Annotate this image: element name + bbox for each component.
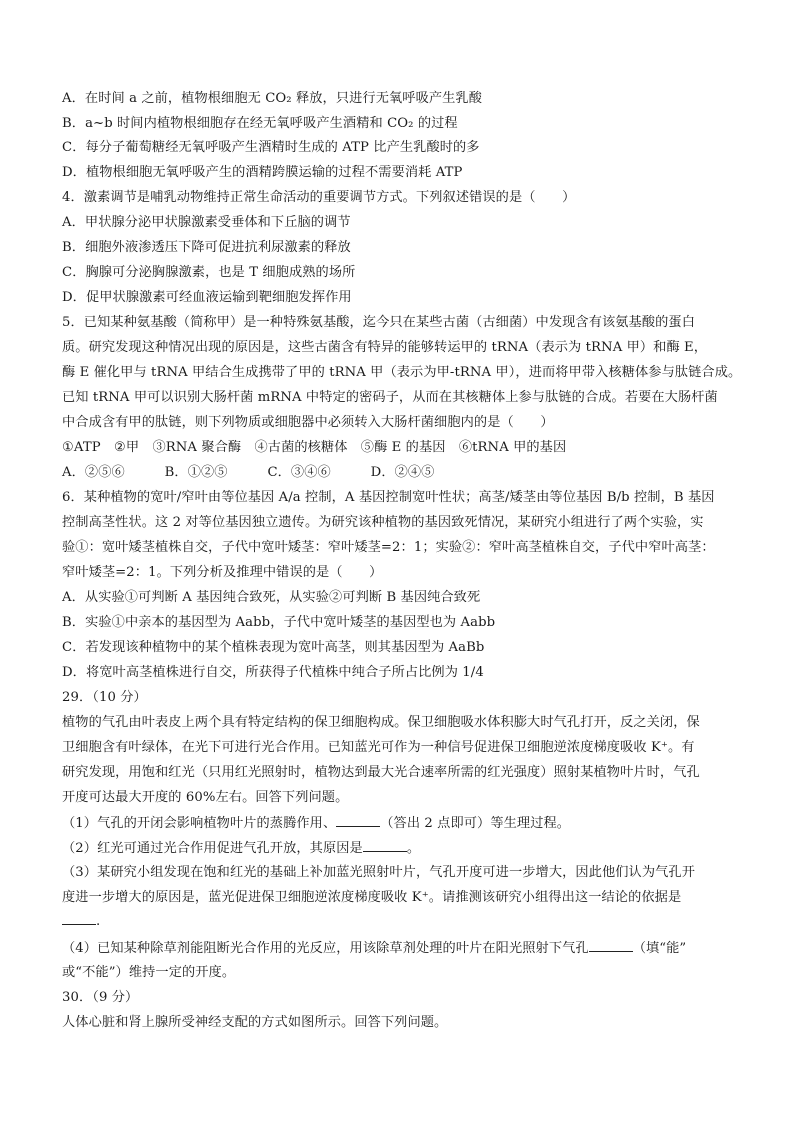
answer-blank[interactable]	[336, 812, 380, 827]
question-5-line-2: 质。研究发现这种情况出现的原因是，这些古菌含有特异的能够转运甲的 tRNA（表示为 tRNA 甲）和酶 E，	[62, 340, 708, 355]
answer-blank[interactable]	[363, 837, 407, 852]
question-5-line-3: 酶 E 催化甲与 tRNA 甲结合生成携带了甲的 tRNA 甲（表示为甲-tRNA 甲），进而将甲带入核糖体参与肽链合成。	[62, 365, 742, 380]
question-29-sub-3-line-1: （3）某研究小组发现在饱和红光的基础上补加蓝光照射叶片，气孔开度可进一步增大，因此他们认为气孔开	[62, 865, 695, 880]
option-6b: B．实验①中亲本的基因型为 Aabb，子代中宽叶矮茎的基因型也为 Aabb	[62, 615, 496, 630]
question-29-title: 29．（10 分）	[62, 690, 147, 705]
answer-blank[interactable]	[589, 937, 633, 952]
option-6c: C．若发现该种植物中的某个植株表现为宽叶高茎，则其基因型为 AaBb	[62, 640, 485, 655]
option-4a: A．甲状腺分泌甲状腺激素受垂体和下丘脑的调节	[62, 215, 351, 230]
question-29-line-2: 卫细胞含有叶绿体，在光下可进行光合作用。已知蓝光可作为一种信号促进保卫细胞逆浓度梯度吸收 K⁺。有	[62, 740, 695, 755]
question-5-items: ①ATP ②甲 ③RNA 聚合酶 ④古菌的核糖体 ⑤酶 E 的基因 ⑥tRNA 甲的基因	[62, 440, 567, 455]
question-29-sub-3-line-3: .	[62, 910, 742, 933]
option-4c: C．胸腺可分泌胸腺激素，也是 T 细胞成熟的场所	[62, 265, 356, 280]
question-5-line-1: 5．已知某种氨基酸（简称甲）是一种特殊氨基酸，迄今只在某些古菌（古细菌）中发现含有该氨基酸的蛋白	[62, 315, 695, 330]
option-3c: C．每分子葡萄糖经无氧呼吸产生酒精时生成的 ATP 比产生乳酸时的多	[62, 140, 480, 155]
option-3d: D．植物根细胞无氧呼吸产生的酒精跨膜运输的过程不需要消耗 ATP	[62, 165, 463, 180]
question-5-line-5: 中合成含有甲的肽链，则下列物质或细胞器中必须转入大肠杆菌细胞内的是（ ）	[62, 415, 554, 430]
question-29-line-1: 植物的气孔由叶表皮上两个具有特定结构的保卫细胞构成。保卫细胞吸水体积膨大时气孔打开，反之关闭，保	[62, 715, 700, 730]
question-6-line-2: 控制高茎性状。这 2 对等位基因独立遗传。为研究该种植物的基因致死情况，某研究小组进行了两个实验，实	[62, 515, 704, 530]
question-5-options: A．②⑤⑥ B．①②⑤ C．③④⑥ D．②④⑤	[62, 465, 435, 480]
option-6d: D．将宽叶高茎植株进行自交，所获得子代植株中纯合子所占比例为 1/4	[62, 665, 484, 680]
question-30-text: 人体心脏和肾上腺所受神经支配的方式如图所示。回答下列问题。	[62, 1015, 448, 1030]
option-4d: D．促甲状腺激素可经血液运输到靶细胞发挥作用	[62, 290, 352, 305]
option-6a: A．从实验①可判断 A 基因纯合致死，从实验②可判断 B 基因纯合致死	[62, 590, 481, 605]
question-5-line-4: 已知 tRNA 甲可以识别大肠杆菌 mRNA 中特定的密码子，从而在其核糖体上参与肽链的合成。若要在大肠杆菌	[62, 390, 718, 405]
option-3b: B．a~b 时间内植物根细胞存在经无氧呼吸产生酒精和 CO₂ 的过程	[62, 116, 458, 131]
question-6-line-3: 验①：宽叶矮茎植株自交，子代中宽叶矮茎：窄叶矮茎=2：1；实验②：窄叶高茎植株自交，子代中窄叶高茎：	[62, 540, 715, 555]
question-29-sub-1: （1）气孔的开闭会影响植物叶片的蒸腾作用、 （答出 2 点即可）等生理过程。	[62, 812, 742, 835]
question-29-sub-4-line-1: （4）已知某种除草剂能阻断光合作用的光反应，用该除草剂处理的叶片在阳光照射下气孔 （填“能”	[62, 937, 742, 960]
question-29-line-3: 研究发现，用饱和红光（只用红光照射时，植物达到最大光合速率所需的红光强度）照射某植物叶片时，气孔	[62, 765, 700, 780]
question-30-title: 30．（9 分）	[62, 990, 139, 1005]
answer-blank[interactable]	[62, 910, 96, 925]
question-29-line-4: 开度可达最大开度的 60%左右。回答下列问题。	[62, 790, 349, 805]
question-29-sub-2: （2）红光可通过光合作用促进气孔开放，其原因是 。	[62, 837, 742, 860]
question-29-sub-3-line-2: 度进一步增大的原因是，蓝光促进保卫细胞逆浓度梯度吸收 K⁺。请推测该研究小组得出这一结论的依据是	[62, 890, 682, 905]
question-4-stem: 4．激素调节是哺乳动物维持正常生命活动的重要调节方式。下列叙述错误的是（ ）	[62, 190, 576, 205]
option-4b: B．细胞外液渗透压下降可促进抗利尿激素的释放	[62, 240, 351, 255]
question-6-line-4: 窄叶矮茎=2：1。下列分析及推理中错误的是（ ）	[62, 565, 383, 580]
option-3a: A．在时间 a 之前，植物根细胞无 CO₂ 释放，只进行无氧呼吸产生乳酸	[62, 91, 483, 106]
question-29-sub-4-line-2: 或“不能”）维持一定的开度。	[62, 965, 236, 980]
question-6-line-1: 6．某种植物的宽叶/窄叶由等位基因 A/a 控制，A 基因控制宽叶性状；高茎/矮茎由等位基因 B/b 控制，B 基因	[62, 490, 715, 505]
